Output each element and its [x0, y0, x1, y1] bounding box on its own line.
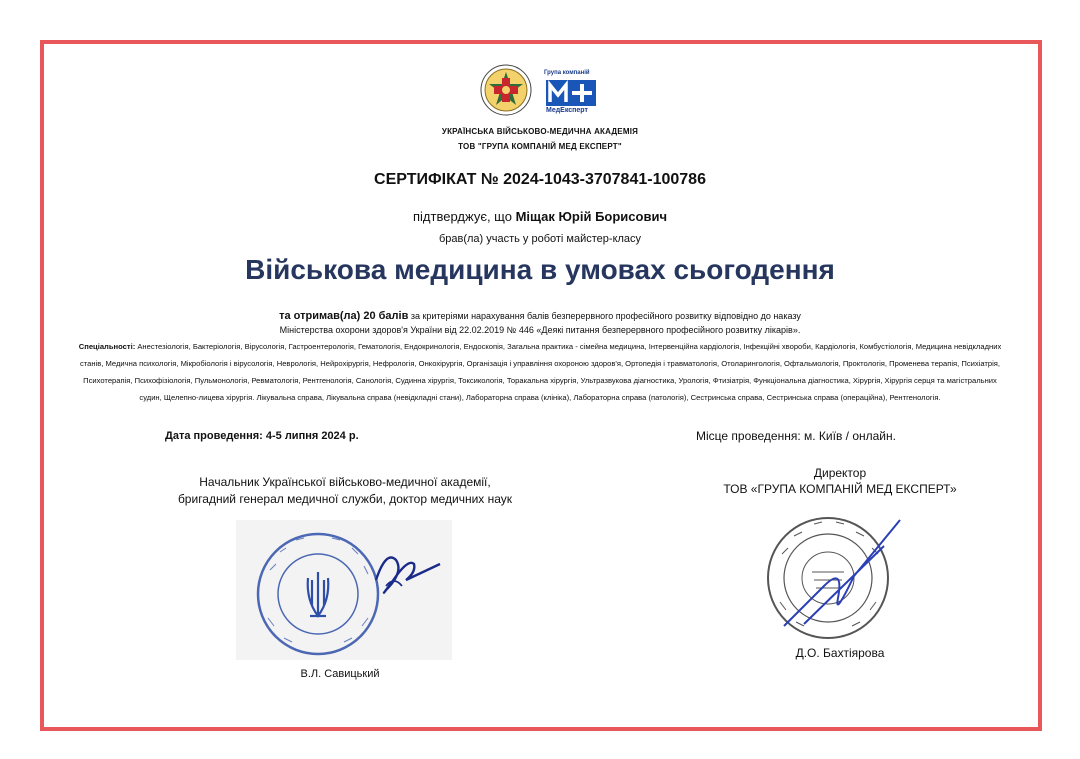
right-title-line2: ТОВ «ГРУПА КОМПАНІЙ МЕД ЕКСПЕРТ»	[723, 482, 957, 496]
right-title-line1: Директор	[813, 466, 867, 480]
org-name-company: ТОВ "ГРУПА КОМПАНІЙ МЕД ЕКСПЕРТ"	[458, 142, 622, 151]
brand-name: МедЕксперт	[546, 107, 588, 114]
medexpert-mark-icon	[546, 80, 596, 106]
left-signatory-name: В.Л. Савицький	[300, 668, 380, 680]
academy-stamp-and-signature	[236, 520, 452, 660]
right-signatory-title	[690, 465, 990, 497]
company-stamp-icon	[764, 506, 914, 646]
event-date: Дата проведення: 4-5 липня 2024 р.	[165, 430, 359, 442]
specialties-label: Спеціальності:	[78, 342, 136, 351]
certificate-number: СЕРТИФІКАТ № 2024-1043-3707841-100786	[374, 171, 706, 188]
right-signatory-name: Д.О. Бахтіярова	[795, 646, 885, 660]
medexpert-logo	[544, 70, 600, 120]
group-label: Група компаній	[544, 70, 590, 76]
event-place: Місце проведення: м. Київ / онлайн.	[696, 429, 896, 443]
left-title-line1: Начальник Української військово-медичної академії,	[199, 475, 491, 489]
header-logos	[480, 64, 610, 120]
left-signatory-title	[130, 474, 560, 508]
left-title-line2: бригадний генерал медичної служби, доктор медичних наук	[177, 492, 513, 506]
org-name-academy: УКРАЇНСЬКА ВІЙСЬКОВО-МЕДИЧНА АКАДЕМІЯ	[441, 127, 639, 136]
points-order: Міністерства охорони здоров'я України від 22.02.2019 № 446 «Деякі питання безперервного професійного розвитку лікарів».	[279, 325, 801, 335]
confirmation-line	[0, 209, 1080, 224]
military-academy-logo-icon	[480, 64, 532, 116]
points-statement	[80, 309, 1000, 337]
specialties-text: Анестезіологія, Бактеріологія, Вірусологія, Гастроентерологія, Гематологія, Ендокринологія, Ендоскопія, Загальна практика - сімейна медицина, Інтервенційна кардіологія, Інфекційні хвороби, Кардіологія, Комбустіологія, Медицина невідкладних станів, Медична психологія, Мікробіологія і вірусологія, Неврологія, Нейрохірургія, Нефрологія, Онкохірургія, Організація і управління охороною здоров'я, Ортопедія і травматологія, Отоларингологія, Офтальмологія, Проктологія, Променева терапія, Психіатрія, Психотерапія, Психофізіологія, Пульмонологія, Ревматологія, Рентгенологія, Санологія, Судинна хірургія, Токсикологія, Торакальна хірургія, Ультразвукова діагностика, Урологія, Фтизіатрія, Функціональна діагностика, Хірургія, Хірургія серця та магістральних судин, Щелепно-лицева хірургія. Лікувальна справа, Лікувальна справа (невідкладні стани), Лабораторна справа (клініка), Лабораторна справа (патологія), Сестринська справа, Сестринська справа (операційна), Рентгенологія.	[79, 342, 1002, 402]
recipient-name: Міщак Юрій Борисович	[515, 209, 667, 224]
company-stamp-and-signature	[764, 506, 914, 646]
points-bold: та отримав(ла) 20 балів	[279, 310, 409, 322]
participation-text: брав(ла) участь у роботі майстер-класу	[438, 233, 642, 245]
points-rest: за критеріями нарахування балів безперервного професійного розвитку відповідно до наказу	[408, 311, 801, 321]
confirm-prefix: підтверджує, що	[413, 209, 512, 224]
specialties-list	[72, 338, 1008, 406]
course-title: Військова медицина в умовах сьогодення	[245, 254, 835, 285]
academy-stamp-icon	[236, 520, 452, 660]
